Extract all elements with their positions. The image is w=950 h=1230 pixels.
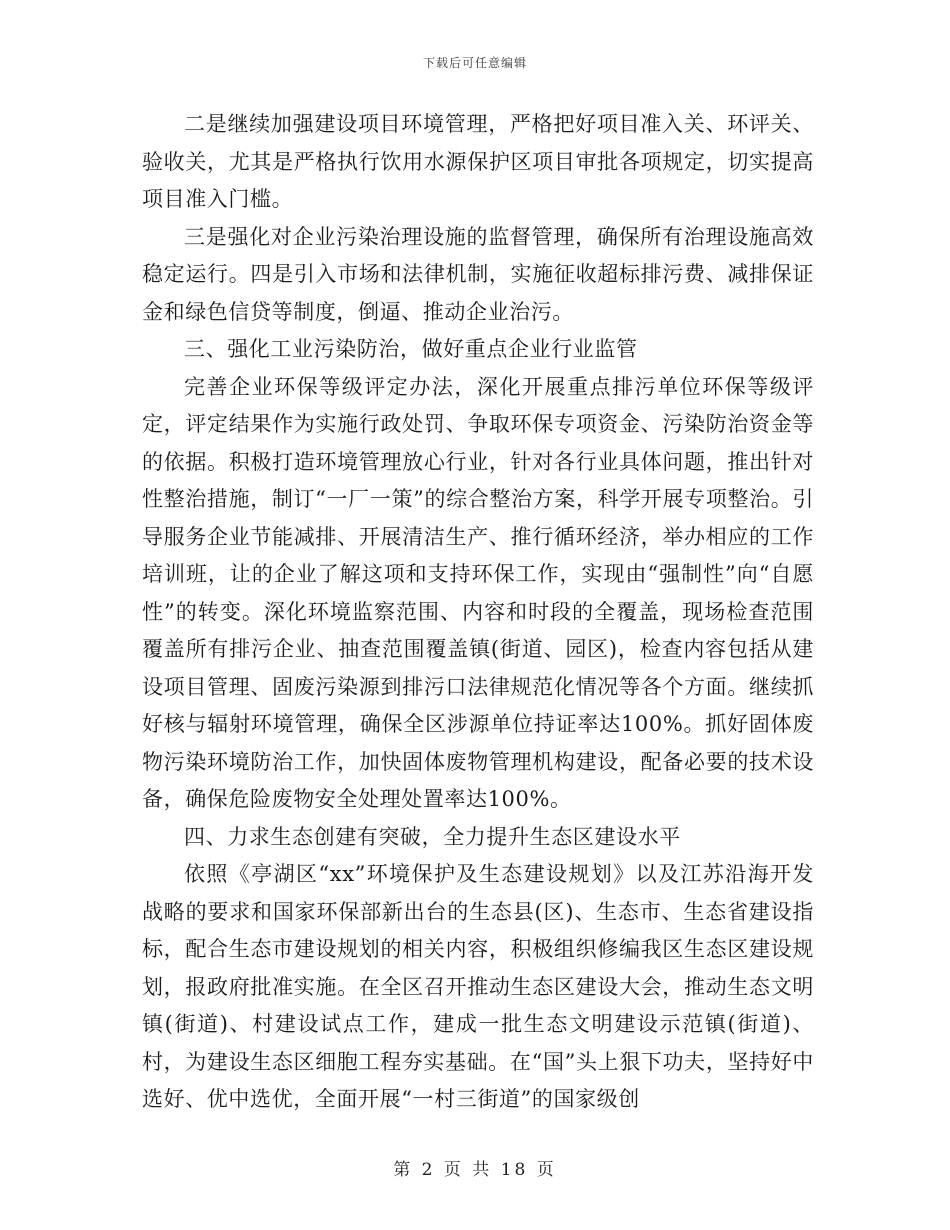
section-heading-4: 四、力求生态创建有突破，全力提升生态区建设水平	[184, 824, 681, 849]
paragraph-ecological-construction: 依照《亭湖区“xx”环境保护及生态建设规划》以及江苏沿海开发战略的要求和国家环保部新出台的生态县(区)、生态市、生态省建设指标，配合生态市建设规划的相关内容，积极组织修编我区生态区建设规划，报政府批准实施。在全区召开推动生态区建设大会，推动生态文明镇(街道)、村建设试点工作，建成一批生态文明建设示范镇(街道)、村，为建设生态区细胞工程夯实基础。在“国”头上狠下功夫，坚持好中选好、优中选优，全面开展“一村三街道”的国家级创	[142, 862, 814, 1111]
section-heading-3: 三、强化工业污染防治，做好重点企业行业监管	[184, 337, 638, 361]
page-header: 下载后可任意编辑	[422, 56, 527, 70]
paragraph-item-3: 三是强化对企业污染治理设施的监督管理，确保所有治理设施高效稳定运行。四是引入市场和法律机制，实施征收超标排污费、减排保证金和绿色信贷等制度，倒逼、推动企业治污。	[142, 224, 814, 324]
document-body	[142, 106, 814, 1119]
page-footer: 第 2 页 共 18 页	[393, 1160, 557, 1180]
paragraph-industrial-pollution: 完善企业环保等级评定办法，深化开展重点排污单位环保等级评定，评定结果作为实施行政处罚、争取环保专项资金、污染防治资金等的依据。积极打造环境管理放心行业，针对各行业具体问题，推出针对性整治措施，制订“一厂一策”的综合整治方案，科学开展专项整治。引导服务企业节能减排、开展清洁生产、推行循环经济，举办相应的工作培训班，让的企业了解这项和支持环保工作，实现由“强制性”向“自愿性”的转变。深化环境监察范围、内容和时段的全覆盖，现场检查范围覆盖所有排污企业、抽查范围覆盖镇(街道、园区)，检查内容包括从建设项目管理、固废污染源到排污口法律规范化情况等各个方面。继续抓好核与辐射环境管理，确保全区涉源单位持证率达100%。抓好固体废物污染环境防治工作，加快固体废物管理机构建设，配备必要的技术设备，确保危险废物安全处理处置率达100%。	[142, 374, 814, 811]
paragraph-item-2: 二是继续加强建设项目环境管理，严格把好项目准入关、环评关、验收关，尤其是严格执行饮用水源保护区项目审批各项规定，切实提高项目准入门槛。	[142, 112, 814, 211]
